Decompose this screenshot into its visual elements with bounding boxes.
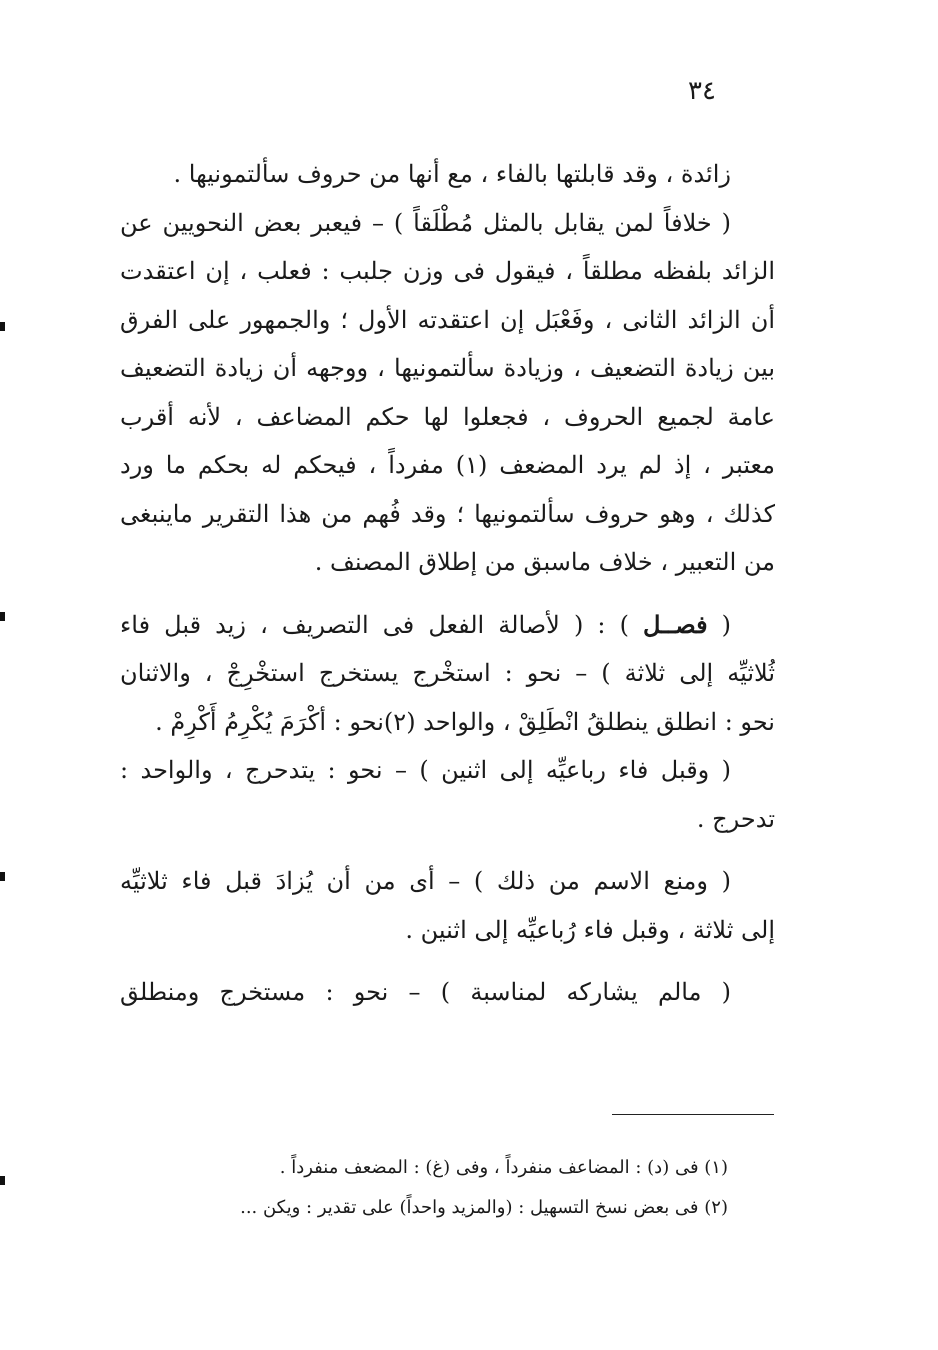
text-line: معتبر ، إذ لم يرد المضعف (١) مفرداً ، فيحكم له بحكم ما ورد — [120, 451, 775, 479]
text-line: زائدة ، وقد قابلتها بالفاء ، مع أنها من حروف سألتمونيها . — [173, 160, 731, 188]
scan-edge-mark — [0, 1176, 5, 1185]
heading-line-rest: ) : ( لأصالة الفعل فى التصريف ، زيد قبل فاء — [120, 610, 644, 639]
text-line: الزائد بلفظه مطلقاً ، فيقول فى وزن جلبب : فعلب ، إن اعتقدت — [120, 257, 775, 285]
open-paren: ( — [707, 610, 731, 639]
footnote-divider — [612, 1114, 774, 1115]
scan-edge-mark — [0, 872, 5, 881]
paragraph-gap — [120, 587, 775, 601]
text-line: عامة لجميع الحروف ، فجعلوا لها حكم المضاعف ، لأنه أقرب — [120, 402, 775, 431]
text-line: من التعبير ، خلاف ماسبق من إطلاق المصنف . — [314, 548, 775, 576]
page-number: ٣٤ — [688, 76, 716, 106]
section-heading: فصــل — [643, 609, 708, 639]
main-text — [120, 150, 775, 1017]
text-line: تدحرج . — [696, 804, 775, 833]
text-line: نحو : انطلق ينطلقُ انْطَلِقْ ، والواحد (٢)نحو : أكْرَمَ يُكْرِمُ أَكْرِمْ . — [155, 707, 775, 736]
text-line: أن الزائد الثانى ، وفَعْبَل إن اعتقدته الأول ؛ والجمهور على الفرق — [120, 305, 775, 334]
text-line: ( خلافاً لمن يقابل بالمثل مُطْلَقاً ) – فيعبر بعض النحويين عن — [120, 208, 731, 237]
scan-edge-mark — [0, 322, 5, 331]
text-line: بين زيادة التضعيف ، وزيادة سألتمونيها ، ووجهه أن زيادة التضعيف — [120, 354, 775, 382]
text-line: ثُلاثيِّه إلى ثلاثة ) – نحو : استخْرج يستخرج استخْرِجْ ، والاثنان — [120, 659, 775, 687]
text-line: ( مالم يشاركه لمناسبة ) – نحو : مستخرج ومنطلق — [120, 978, 731, 1006]
paragraph-gap — [120, 954, 775, 968]
footnote-2: (٢) فى بعض نسخ التسهيل : (والمزيد واحداً) على تقدير : ويكن ... — [240, 1197, 728, 1218]
text-line: ( ومنع الاسم من ذلك ) – أى من أن يُزادَ قبل فاء ثلاثيِّه — [120, 867, 731, 895]
text-line: كذلك ، وهو حروف سألتمونيها ؛ وقد فُهم من هذا التقرير ماينبغى — [120, 499, 775, 528]
paragraph-gap — [120, 843, 775, 857]
section-heading-line — [120, 601, 775, 650]
footnote-1: (١) فى (د) : المضاعف منفرداً ، وفى (غ) : المضعف منفرداً . — [279, 1157, 728, 1178]
text-line: ( وقبل فاء رباعيِّه إلى اثنين ) – نحو : يتدحرج ، والواحد : — [120, 756, 731, 784]
footnotes — [120, 1148, 728, 1228]
scan-edge-mark — [0, 612, 5, 621]
text-line: إلى ثلاثة ، وقبل فاء رُباعيِّه إلى اثنين . — [405, 915, 775, 944]
